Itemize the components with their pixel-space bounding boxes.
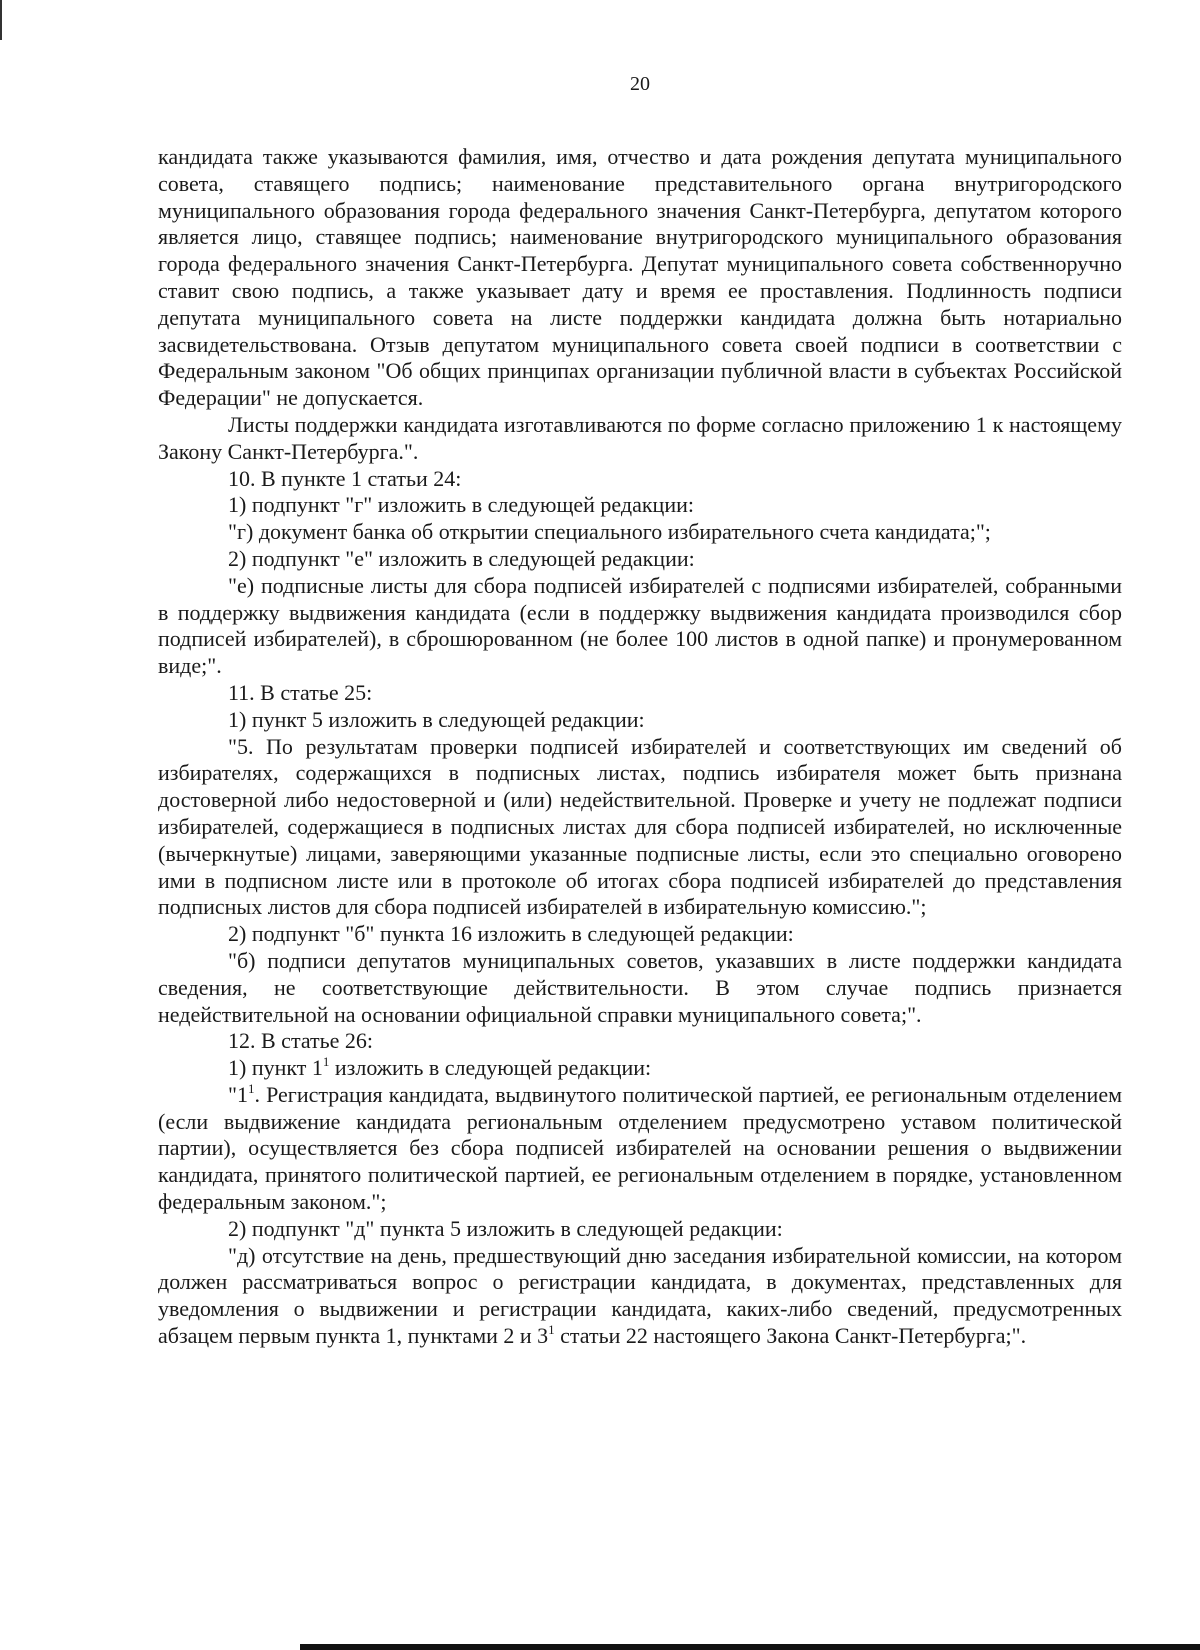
document-body	[158, 144, 1122, 1350]
paragraph-item-10: 10. В пункте 1 статьи 24:	[228, 465, 462, 491]
scan-edge-mark	[0, 0, 2, 40]
superscript: 1	[322, 1054, 330, 1070]
paragraph-subitem-d: 2) подпункт "д" пункта 5 изложить в следующей редакции:	[228, 1215, 783, 1241]
paragraph-item-12: 12. В статье 26:	[228, 1028, 374, 1054]
paragraph-subitem-b: 2) подпункт "б" пункта 16 изложить в следующей редакции:	[228, 921, 794, 947]
page-number: 20	[630, 73, 650, 95]
paragraph-subitem-e: 2) подпункт "е" изложить в следующей редакции:	[228, 545, 695, 571]
superscript: 1	[548, 1322, 555, 1338]
paragraph-subitem-d-text	[158, 1243, 1122, 1350]
superscript: 1	[247, 1080, 255, 1096]
paragraph-subitem-e-text: "е) подписные листы для сбора подписей избирателей с подписями избирателей, собранными в поддержку выдвижения кандидата (если в поддержку выдвижения кандидата производился сбор подписей избирателей), в сброшюрованном (не более 100 листов в одной папке) и пронумерованном виде;".	[158, 572, 1122, 679]
paragraph-subitem-g-text: "г) документ банка об открытии специального избирательного счета кандидата;";	[228, 519, 991, 545]
paragraph-point-5-text: "5. По результатам проверки подписей избирателей и соответствующих им сведений об избирателях, содержащихся в подписных листах, подпись избирателя может быть признана достоверной либо недостоверной и (или) недействительной. Проверке и учету не подлежат подписи избирателей, содержащиеся в подписных листах для сбора подписей избирателей, но исключенные (вычеркнутые) лицами, заверяющими указанные подписные листы, если это специально оговорено ими в подписном листе или в протоколе об итогах сбора подписей избирателей до представления подписных листов для сбора подписей избирателей в избирательную комиссию.";	[158, 733, 1122, 920]
paragraph-support-sheets-form: Листы поддержки кандидата изготавливаются по форме согласно приложению 1 к настоящему Закону Санкт-Петербурга.".	[158, 411, 1122, 464]
text-segment: статьи 22 настоящего Закона Санкт-Петербурга;".	[554, 1323, 1027, 1349]
text-segment: 1) пункт 1	[228, 1055, 323, 1081]
text-segment: "1	[228, 1081, 248, 1107]
paragraph-point-1-1	[158, 1055, 1122, 1082]
paragraph-item-11: 11. В статье 25:	[228, 679, 373, 705]
paragraph-point-5: 1) пункт 5 изложить в следующей редакции:	[228, 706, 645, 732]
paragraph-subitem-g: 1) подпункт "г" изложить в следующей редакции:	[228, 492, 694, 518]
paragraph-subitem-b-text: "б) подписи депутатов муниципальных советов, указавших в листе поддержки кандидата сведения, не соответствующие действительности. В этом случае подпись признается недействительной на основании официальной справки муниципального совета;".	[158, 947, 1122, 1027]
paragraph-point-1-1-text	[158, 1082, 1122, 1216]
scan-bottom-rule	[300, 1644, 1200, 1650]
text-segment: "д) отсутствие на день, предшествующий дню заседания избирательной комиссии, на котором должен рассматриваться вопрос о регистрации кандидата, в документах, представленных для уведомления о выдвижении и регистрации кандидата, каких-либо сведений, предусмотренных абзацем первым пункта 1, пунктами 2 и 3	[158, 1242, 1122, 1349]
paragraph-candidate-sheet: кандидата также указываются фамилия, имя, отчество и дата рождения депутата муниципального совета, ставящего подпись; наименование представительного органа внутригородского муниципального образования города федерального значения Санкт-Петербурга, депутатом которого является лицо, ставящее подпись; наименование внутригородского муниципального образования города федерального значения Санкт-Петербурга. Депутат муниципального совета собственноручно ставит свою подпись, а также указывает дату и время ее проставления. Подлинность подписи депутата муниципального совета на листе поддержки кандидата должна быть нотариально засвидетельствована. Отзыв депутатом муниципального совета своей подписи в соответствии с Федеральным законом "Об общих принципах организации публичной власти в субъектах Российской Федерации" не допускается.	[158, 144, 1122, 411]
text-segment: изложить в следующей редакции:	[329, 1055, 652, 1081]
text-segment: . Регистрация кандидата, выдвинутого политической партией, ее региональным отделением (если выдвижение кандидата региональным отделением предусмотрено уставом политической партии), осуществляется без сбора подписей избирателей на основании решения о выдвижении кандидата, принятого политической партией, ее региональным отделением в порядке, установленном федеральным законом.";	[158, 1081, 1122, 1215]
